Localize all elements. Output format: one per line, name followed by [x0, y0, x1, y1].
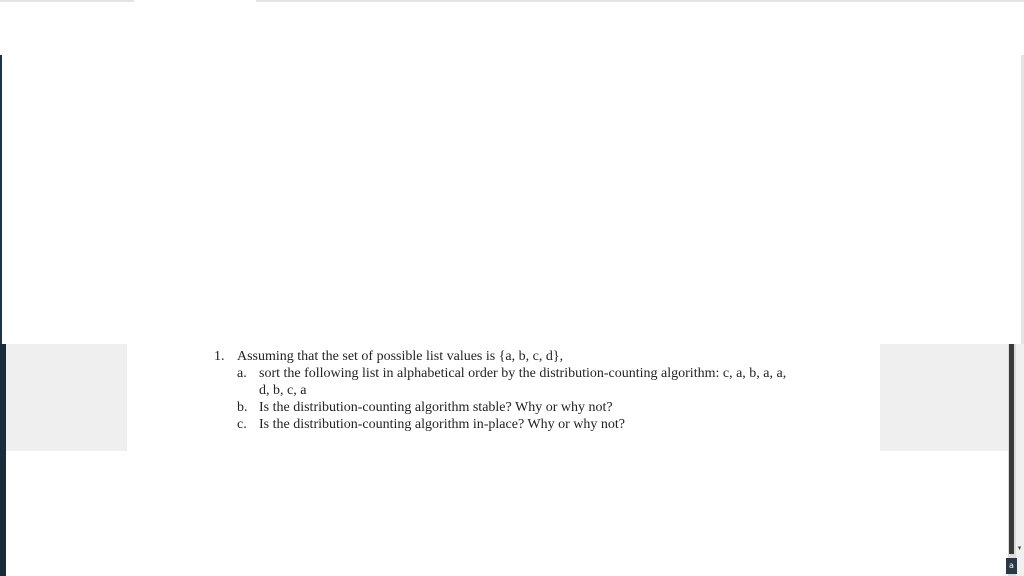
part-text: Is the distribution-counting algorithm in-place? Why or why not? [259, 417, 625, 432]
scrollbar-thumb[interactable] [1009, 344, 1014, 554]
right-side-panel [880, 344, 1008, 451]
question-main [214, 348, 814, 365]
part-letter: c. [237, 417, 247, 432]
part-letter: b. [237, 400, 248, 415]
question-text: Assuming that the set of possible list values is {a, b, c, d}, [237, 349, 564, 364]
part-text: sort the following list in alphabetical order by the distribution-counting algorithm: c, a, b, a, a, d, b, c, a [259, 366, 787, 398]
question-block [214, 348, 814, 433]
part-letter: a. [237, 366, 247, 381]
top-border-gap [134, 0, 256, 2]
scrollbar-track[interactable] [1016, 344, 1024, 576]
left-side-panel [6, 344, 127, 451]
scroll-down-arrow-icon[interactable]: ▾ [1017, 544, 1022, 552]
question-part-a [237, 365, 814, 399]
part-text: Is the distribution-counting algorithm stable? Why or why not? [259, 400, 613, 415]
question-number: 1. [214, 349, 225, 364]
question-parts [237, 365, 814, 433]
question-part-b [237, 399, 814, 416]
question-part-c [237, 416, 814, 433]
app-icon[interactable]: a [1006, 558, 1017, 574]
left-window-edge [0, 55, 2, 345]
